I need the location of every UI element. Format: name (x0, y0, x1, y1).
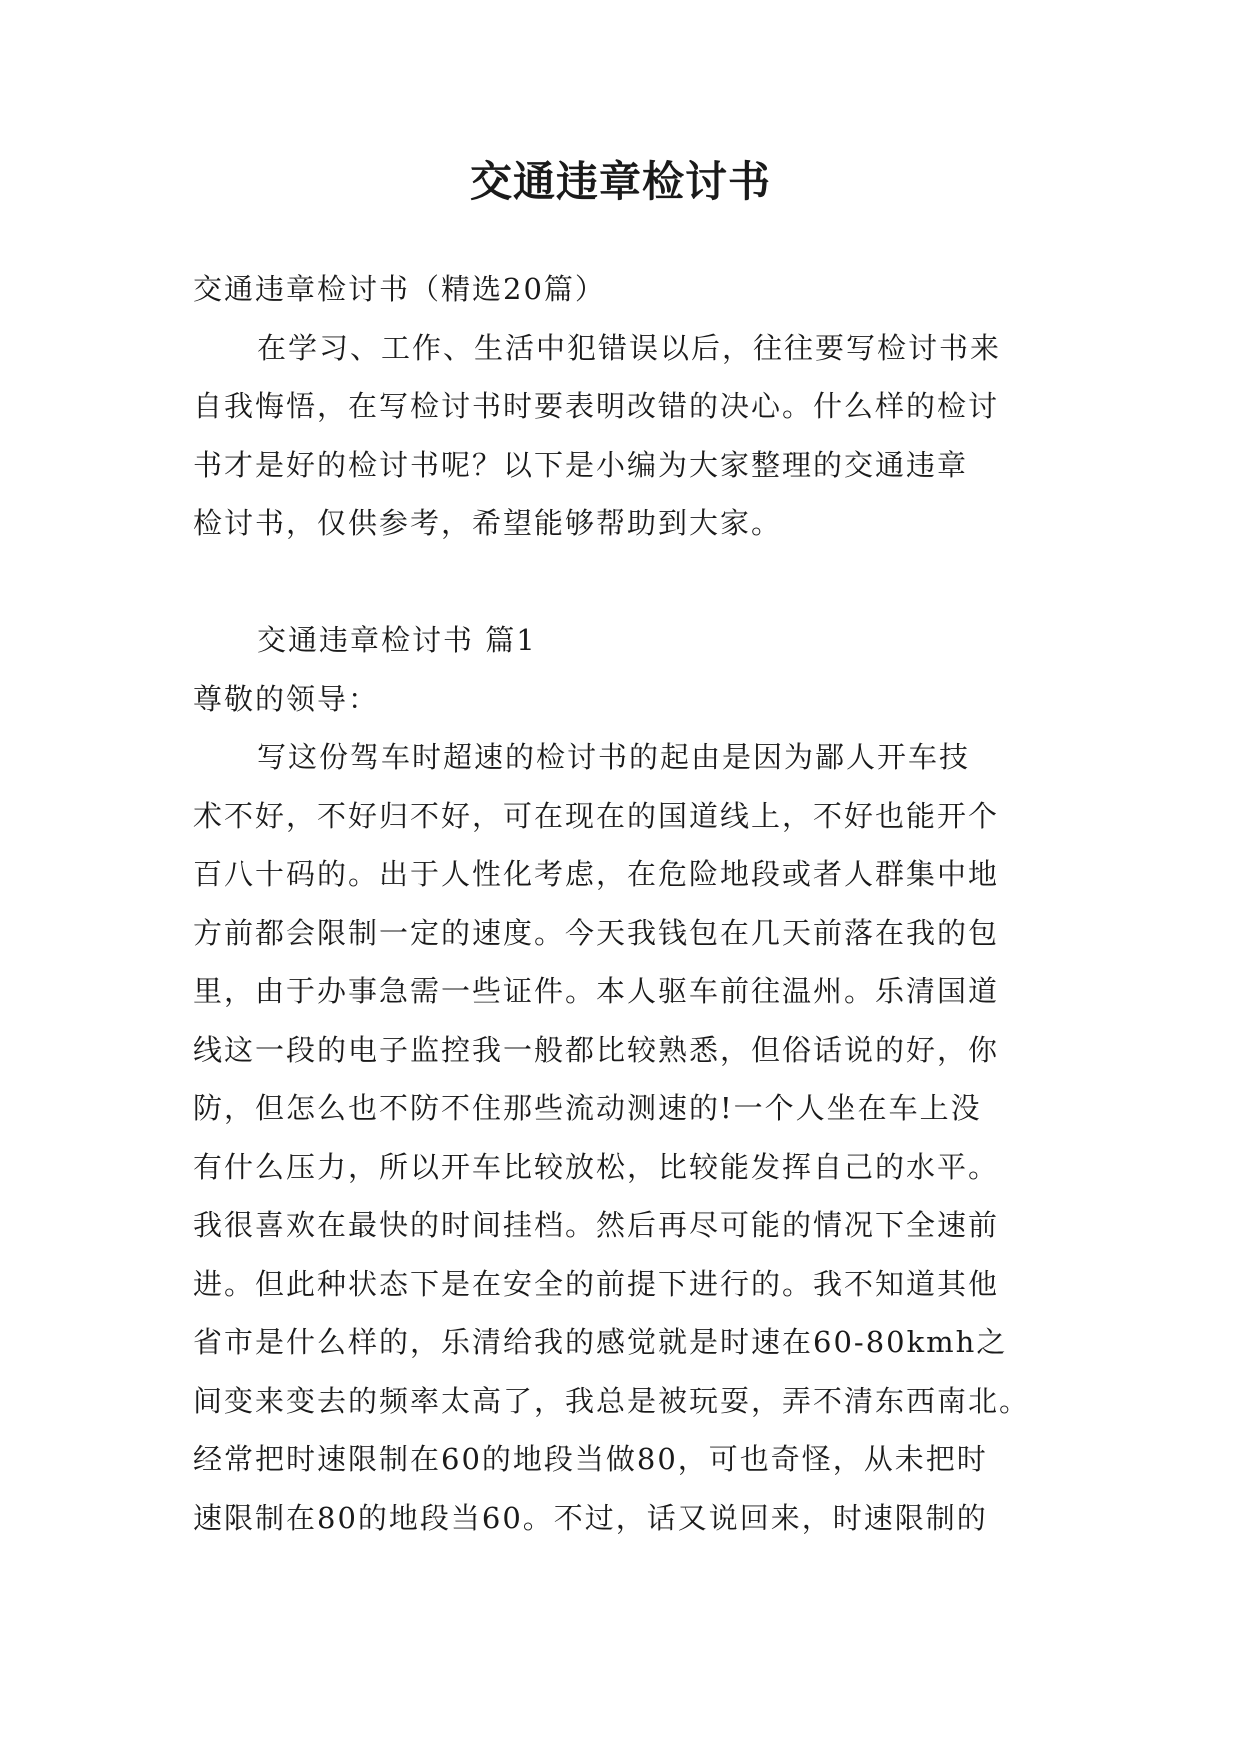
body-line: 线这一段的电子监控我一般都比较熟悉，但俗话说的好，你 (193, 1032, 1000, 1067)
body-line: 防，但怎么也不防不住那些流动测速的!一个人坐在车上没 (193, 1091, 982, 1125)
body-line: 方前都会限制一定的速度。今天我钱包在几天前落在我的包 (193, 915, 1000, 950)
salutation: 尊敬的领导： (193, 681, 380, 716)
intro-line: 书才是好的检讨书呢？以下是小编为大家整理的交通违章 (193, 447, 969, 482)
body-line: 经常把时速限制在60的地段当做80，可也奇怪，从未把时 (193, 1442, 988, 1476)
body-line: 我很喜欢在最快的时间挂档。然后再尽可能的情况下全速前 (193, 1208, 1000, 1242)
intro-line: 自我悔悟，在写检讨书时要表明改错的决心。什么样的检讨 (193, 389, 1000, 423)
body-line: 百八十码的。出于人性化考虑，在危险地段或者人群集中地 (193, 857, 1000, 891)
intro-line: 检讨书，仅供参考，希望能够帮助到大家。 (193, 506, 783, 540)
page-title: 交通违章检讨书 (469, 157, 771, 206)
section-heading: 交通违章检讨书 篇1 (257, 623, 537, 657)
document-body (193, 260, 1060, 1547)
body-line: 里，由于办事急需一些证件。本人驱车前往温州。乐清国道 (193, 974, 1000, 1008)
body-line: 有什么压力，所以开车比较放松，比较能发挥自己的水平。 (193, 1149, 1000, 1184)
body-line: 写这份驾车时超速的检讨书的起由是因为鄙人开车技 (257, 740, 971, 774)
body-line: 省市是什么样的，乐清给我的感觉就是时速在60-80kmh之 (193, 1325, 1008, 1359)
body-line: 间变来变去的频率太高了，我总是被玩耍，弄不清东西南北。 (193, 1383, 1031, 1418)
paragraph-gap (193, 553, 1060, 612)
body-line: 速限制在80的地段当60。不过，话又说回来，时速限制的 (193, 1500, 988, 1535)
intro-line: 在学习、工作、生活中犯错误以后，往往要写检讨书来 (257, 330, 1002, 365)
body-line: 术不好，不好归不好，可在现在的国道线上，不好也能开个 (193, 798, 1000, 833)
body-line: 进。但此种状态下是在安全的前提下进行的。我不知道其他 (193, 1266, 1000, 1301)
document-subtitle: 交通违章检讨书（精选20篇） (193, 272, 606, 306)
